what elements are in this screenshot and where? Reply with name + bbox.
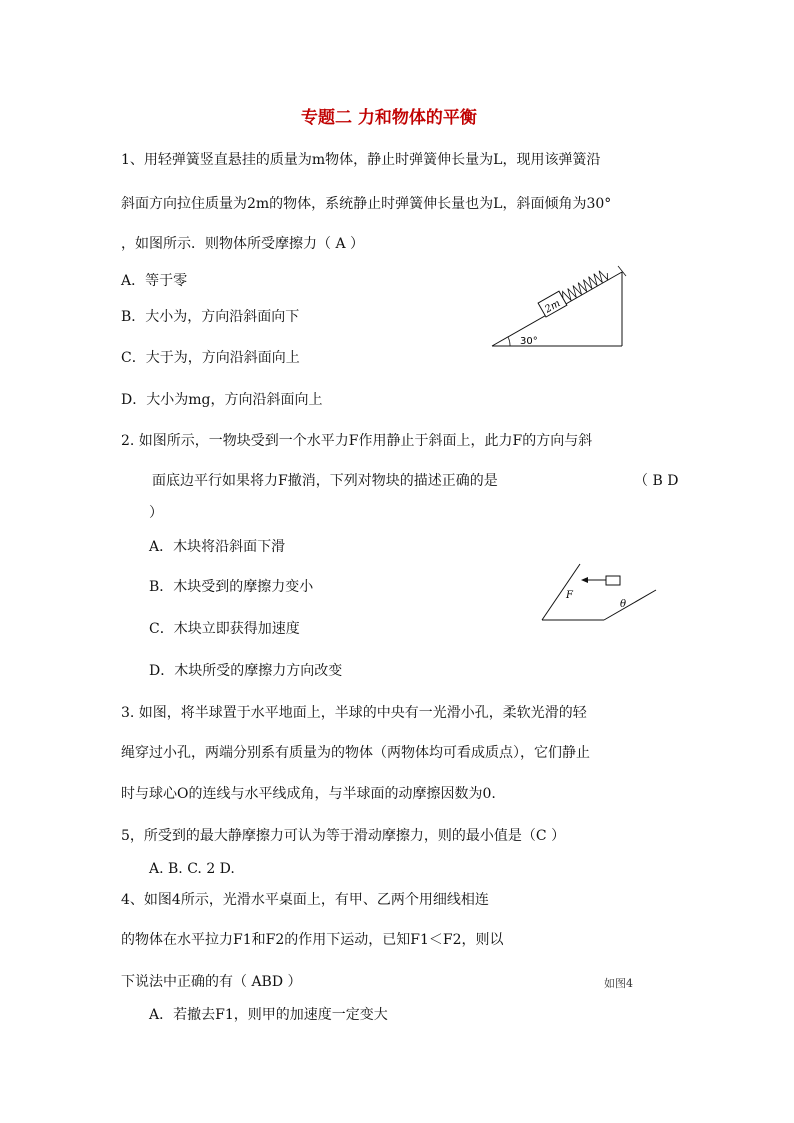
q3-line4: 5，所受到的最大静摩擦力可认为等于滑动摩擦力，则的最小值是（C ） xyxy=(121,828,566,844)
q1-line1: 1、用轻弹簧竖直悬挂的质量为m物体，静止时弹簧伸长量为L，现用该弹簧沿 xyxy=(121,152,601,168)
q1-line3: ，如图所示．则物体所受摩擦力（ A ） xyxy=(121,236,365,252)
q2-line1: 2. 如图所示，一物块受到一个水平力F作用静止于斜面上，此力F的方向与斜 xyxy=(121,433,593,449)
q3-line1: 3. 如图，将半球置于水平地面上，半球的中央有一光滑小孔，柔软光滑的轻 xyxy=(121,705,587,721)
q4-option-a: A．若撤去F1，则甲的加速度一定变大 xyxy=(149,1007,388,1023)
q3-line3: 时与球心O的连线与水平线成角，与半球面的动摩擦因数为0. xyxy=(121,786,496,802)
force-label: F xyxy=(566,590,573,601)
incline-spring-figure xyxy=(488,260,628,352)
angle-label: 30° xyxy=(520,336,538,347)
q2-option-b: B．木块受到的摩擦力变小 xyxy=(149,579,314,595)
q1-option-c: C．大于为，方向沿斜面向上 xyxy=(121,350,300,366)
q2-line2: 面底边平行如果将力F撤消，下列对物块的描述正确的是 xyxy=(152,473,498,489)
q4-line2: 的物体在水平拉力F1和F2的作用下运动，已知F1＜F2，则以 xyxy=(121,932,504,948)
q2-line3: ） xyxy=(149,505,163,521)
q4-line3: 下说法中正确的有（ ABD ） xyxy=(121,974,302,990)
q1-option-a: A．等于零 xyxy=(121,273,188,289)
figure-caption: 如图4 xyxy=(604,977,633,990)
q4-line1: 4、如图4所示，光滑水平桌面上，有甲、乙两个用细线相连 xyxy=(121,892,489,908)
q1-option-d: D．大小为mg，方向沿斜面向上 xyxy=(121,392,323,408)
q2-option-c: C．木块立即获得加速度 xyxy=(149,621,300,637)
q1-option-b: B．大小为，方向沿斜面向下 xyxy=(121,309,300,325)
inclined-plane-figure xyxy=(538,560,660,624)
q2-option-d: D．木块所受的摩擦力方向改变 xyxy=(149,663,343,679)
q1-line2: 斜面方向拉住质量为2m的物体，系统静止时弹簧伸长量也为L，斜面倾角为30° xyxy=(121,196,612,212)
page-title: 专题二 力和物体的平衡 xyxy=(301,108,477,128)
theta-label: θ xyxy=(620,599,627,610)
q3-line2: 绳穿过小孔，两端分别系有质量为的物体（两物体均可看成质点），它们静止 xyxy=(121,745,590,761)
q2-option-a: A．木块将沿斜面下滑 xyxy=(149,539,286,555)
q3-options: A. B. C. 2 D. xyxy=(149,861,235,877)
q2-answer: （ B D xyxy=(634,473,679,489)
block-mass-label: 2m xyxy=(543,298,563,316)
